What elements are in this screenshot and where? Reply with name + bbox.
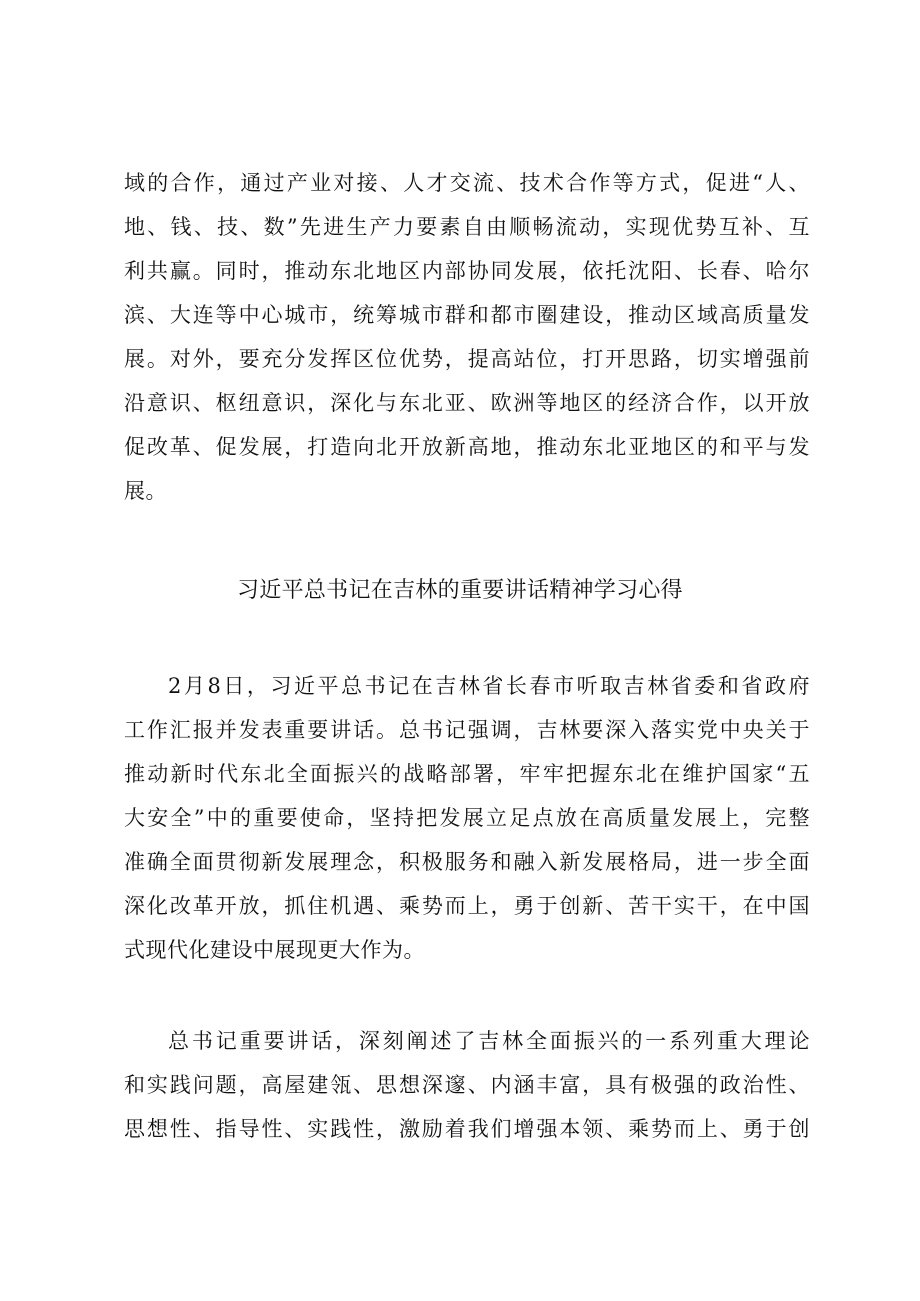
paragraph-line: 准确全面贯彻新发展理念，积极服务和融入新发展格局，进一步全面 <box>124 850 810 874</box>
paragraph-line: 2月8日，习近平总书记在吉林省长春市听取吉林省委和省政府 <box>168 674 810 698</box>
paragraph-1 <box>124 161 810 513</box>
paragraph-line: 深化改革开放，抓住机遇、乘势而上，勇于创新、苦干实干，在中国 <box>124 894 810 918</box>
paragraph-line: 式现代化建设中展现更大作为。 <box>124 938 425 962</box>
paragraph-line: 沿意识、枢纽意识，深化与东北亚、欧洲等地区的经济合作，以开放 <box>124 391 810 415</box>
paragraph-line: 利共赢。同时，推动东北地区内部协同发展，依托沈阳、长春、哈尔 <box>124 259 810 283</box>
paragraph-line: 滨、大连等中心城市，统筹城市群和都市圈建设，推动区域高质量发 <box>124 303 810 327</box>
paragraph-2 <box>124 664 810 972</box>
paragraph-line: 地、钱、技、数”先进生产力要素自由顺畅流动，实现优势互补、互 <box>124 215 810 239</box>
document-title: 习近平总书记在吉林的重要讲话精神学习心得 <box>236 578 683 603</box>
paragraph-line: 总书记重要讲话，深刻阐述了吉林全面振兴的一系列重大理论 <box>168 1029 810 1053</box>
paragraph-line: 和实践问题，高屋建瓴、思想深邃、内涵丰富，具有极强的政治性、 <box>124 1073 810 1097</box>
paragraph-line: 促改革、促发展，打造向北开放新高地，推动东北亚地区的和平与发 <box>124 435 810 459</box>
paragraph-line: 推动新时代东北全面振兴的战略部署，牢牢把握东北在维护国家“五 <box>124 762 810 786</box>
paragraph-line: 大安全”中的重要使命，坚持把发展立足点放在高质量发展上，完整 <box>124 806 810 830</box>
paragraph-line: 思想性、指导性、实践性，激励着我们增强本领、乘势而上、勇于创 <box>124 1117 810 1141</box>
paragraph-line: 域的合作，通过产业对接、人才交流、技术合作等方式，促进“人、 <box>124 171 810 195</box>
paragraph-line: 工作汇报并发表重要讲话。总书记强调，吉林要深入落实党中央关于 <box>124 718 810 742</box>
paragraph-3 <box>124 1019 810 1151</box>
paragraph-line: 展。对外，要充分发挥区位优势，提高站位，打开思路，切实增强前 <box>124 347 810 371</box>
paragraph-line: 展。 <box>124 479 167 503</box>
